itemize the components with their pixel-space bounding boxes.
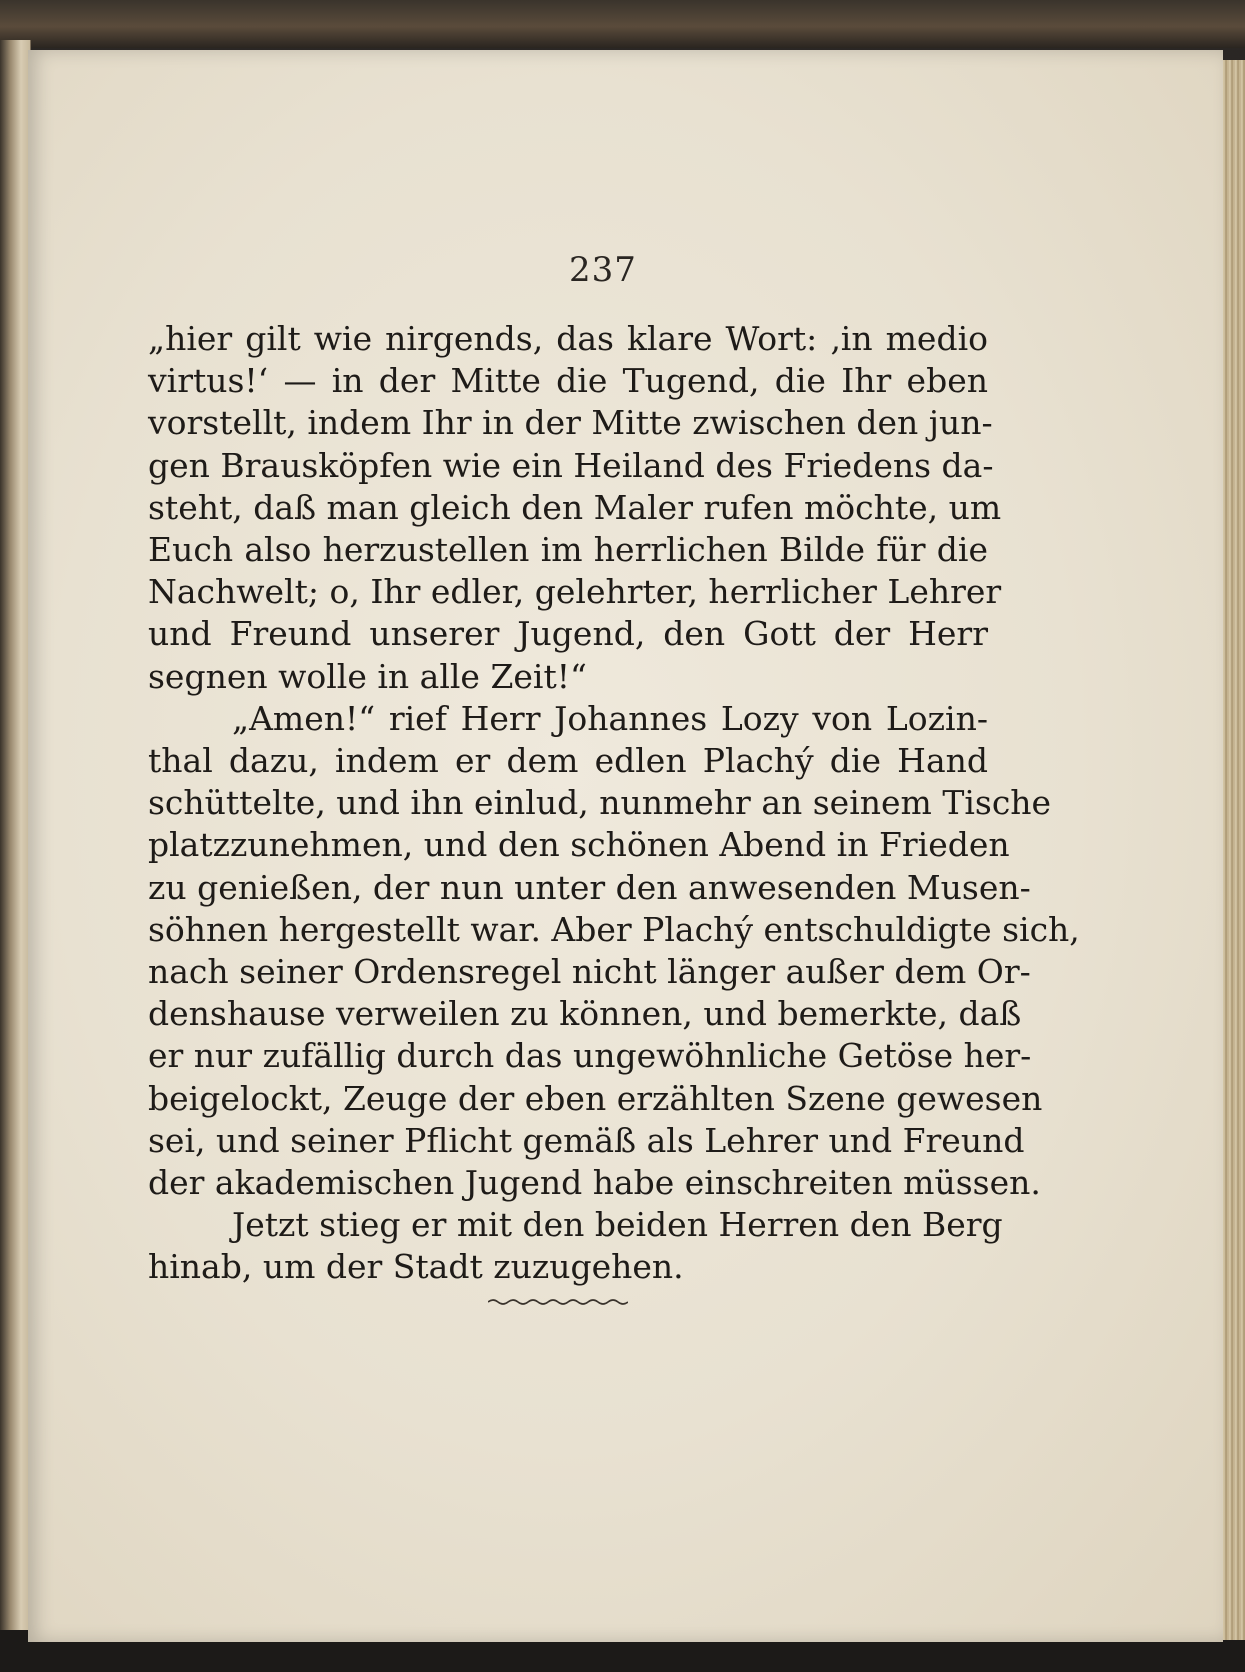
text-line: der akademischen Jugend habe einschreiten müssen.: [148, 1163, 1041, 1203]
book-page: [28, 50, 1223, 1642]
text-line: beigelockt, Zeuge der eben erzählten Szene gewesen: [148, 1078, 1043, 1118]
text-line: platzzunehmen, und den schönen Abend in Frieden: [148, 825, 1010, 865]
text-line: virtus!‘ — in der Mitte die Tugend, die Ihr eben: [148, 361, 988, 401]
text-line: und Freund unserer Jugend, den Gott der Herr: [148, 614, 988, 654]
text-line: Euch also herzustellen im herrlichen Bilde für die: [148, 530, 988, 570]
left-page-edge: [0, 40, 31, 1630]
end-ornament: [488, 1296, 628, 1308]
text-line: zu genießen, der nun unter den anwesenden Musen-: [148, 867, 1031, 907]
text-line: er nur zufällig durch das ungewöhnliche Getöse her-: [148, 1036, 1032, 1076]
text-line: schüttelte, und ihn einlud, nunmehr an seinem Tische: [148, 783, 1052, 823]
text-line: söhnen hergestellt war. Aber Plachý entschuldigte sich,: [148, 909, 1080, 949]
body-text: [148, 318, 1080, 1289]
page-number: 237: [569, 250, 637, 290]
text-line: nach seiner Ordensregel nicht länger außer dem Or-: [148, 952, 1031, 992]
text-line: sei, und seiner Pflicht gemäß als Lehrer und Freund: [148, 1120, 1025, 1160]
text-line: Jetzt stieg er mit den beiden Herren den Berg: [232, 1205, 1003, 1245]
text-line: vorstellt, indem Ihr in der Mitte zwischen den jun-: [148, 403, 993, 443]
text-line: thal dazu, indem er dem edlen Plachý die Hand: [148, 741, 988, 781]
text-line: Nachwelt; o, Ihr edler, gelehrter, herrlicher Lehrer: [148, 572, 1002, 612]
text-line: denshause verweilen zu können, und bemerkte, daß: [148, 994, 1022, 1034]
text-line: steht, daß man gleich den Maler rufen möchte, um: [148, 487, 1002, 527]
text-line: segnen wolle in alle Zeit!“: [148, 656, 587, 696]
text-line: hinab, um der Stadt zuzugehen.: [148, 1247, 684, 1287]
wavy-rule: [488, 1300, 628, 1304]
text-line: „Amen!“ rief Herr Johannes Lozy von Lozin-: [232, 698, 988, 738]
text-line: „hier gilt wie nirgends, das klare Wort: ‚in medio: [148, 319, 988, 358]
text-line: gen Brausköpfen wie ein Heiland des Friedens da-: [148, 445, 994, 485]
binding-strip: [0, 0, 1245, 48]
